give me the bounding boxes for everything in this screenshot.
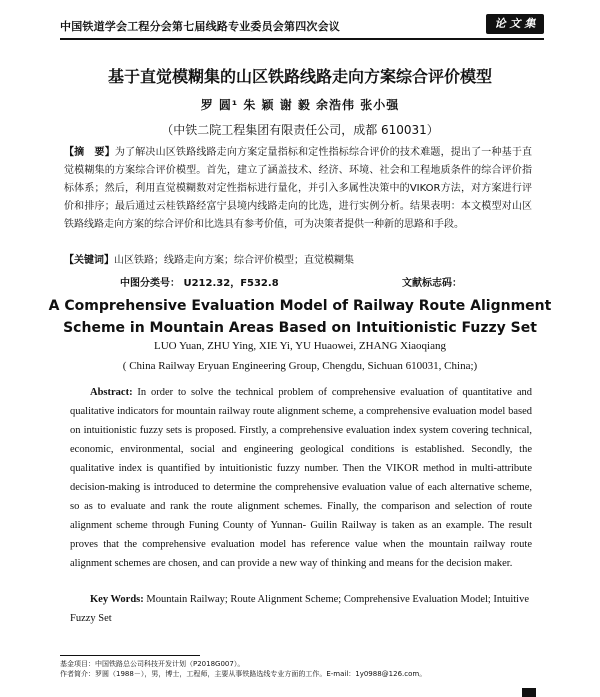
footnotes	[60, 659, 540, 679]
header-text: 中国铁道学会工程分会第七届线路专业委员会第四次会议	[60, 20, 340, 33]
affiliation-cn: （中铁二院工程集团有限责任公司，成都 610031）	[161, 123, 439, 137]
keywords-cn	[64, 252, 532, 270]
abstract-en-text: In order to solve the technical problem of comprehensive evaluation of quantitative and qualitative indicators for mountain railway route alignment scheme, a comprehensive evaluation model based on intuitionistic fuzzy sets is proposed. Firstly, a comprehensive evaluation index system covering technical, economic, environmental, social and engineering geological conditions is established. Secondly, the qualitative index is quantified by intuitionistic fuzzy number. Then the VIKOR method in multi-attribute decision-making is introduced to determine the comprehensive evaluation value of each alternative scheme, so as to evaluate and rank the route alignment schemes. Finally, the comparison and selection of route alignment scheme through Funing County of Yunnan- Guilin Railway is taken as an example. The result proves that the comprehensive evaluation model has reference value when the mountain railway route alignment schemes are chosen, and can provide a new way of thinking and means for the decision maker.	[70, 387, 532, 569]
footnote-funding: 基金项目：中国铁路总公司科技开发计划（P2018G007）。	[60, 660, 245, 668]
abstract-cn-text: 为了解决山区铁路线路走向方案定量指标和定性指标综合评价的技术难题，提出了一种基于直觉模糊集的方案综合评价模型。首先，建立了涵盖技术、经济、环境、社会和工程地质条件的综合评价指标体系；然后，利用直觉模糊数对定性指标进行量化，并引入多属性决策中的VIKOR方法，对方案进行评价和排序；最后通过云桂铁路经富宁县境内线路走向的比选，进行实例分析。结果表明：本文模型对山区铁路线路走向方案的综合评价和比选具有参考价值，可为决策者提供一种新的思路和手段。	[64, 147, 533, 230]
abstract-en-label: Abstract:	[90, 387, 133, 398]
header-badge: 论 文 集	[486, 14, 544, 34]
abstract-cn	[64, 144, 532, 234]
title-en-line1: A Comprehensive Evaluation Model of Railway Route Alignment	[48, 298, 552, 314]
abstract-en	[70, 383, 532, 573]
authors-cn: 罗 圆¹ 朱 颖 谢 毅 余浩伟 张小强	[200, 98, 400, 112]
document-code: 文献标志码：	[402, 278, 462, 289]
authors-en: LUO Yuan, ZHU Ying, XIE Yi, YU Huaowei, ZHANG Xiaoqiang	[154, 340, 446, 352]
clc-number: 中图分类号： U212.32，F532.8	[120, 278, 279, 289]
title-en-line2: Scheme in Mountain Areas Based on Intuitionistic Fuzzy Set	[63, 320, 537, 336]
footnote-author: 作者简介：罗圆（1988－），男，博士，工程师，主要从事铁路选线专业方面的工作。E-mail：1y0988@126.com。	[60, 670, 427, 678]
affiliation-en: ( China Railway Eryuan Engineering Group, Chengdu, Sichuan 610031, China;)	[122, 360, 478, 372]
abstract-cn-label: 【摘 要】	[64, 147, 115, 158]
classification-line	[120, 274, 540, 289]
footnote-divider	[60, 655, 200, 656]
title-cn: 基于直觉模糊集的山区铁路线路走向方案综合评价模型	[107, 67, 492, 86]
keywords-en	[70, 590, 532, 628]
running-header	[60, 12, 544, 40]
keywords-en-label: Key Words:	[90, 594, 144, 605]
keywords-cn-label: 【关键词】	[64, 255, 114, 266]
page-corner-mark	[522, 688, 536, 697]
title-en	[0, 295, 600, 339]
keywords-en-text: Mountain Railway; Route Alignment Scheme; Comprehensive Evaluation Model; Intuitive Fuzzy Set	[70, 594, 530, 624]
keywords-cn-text: 山区铁路；线路走向方案；综合评价模型；直觉模糊集	[114, 255, 354, 266]
